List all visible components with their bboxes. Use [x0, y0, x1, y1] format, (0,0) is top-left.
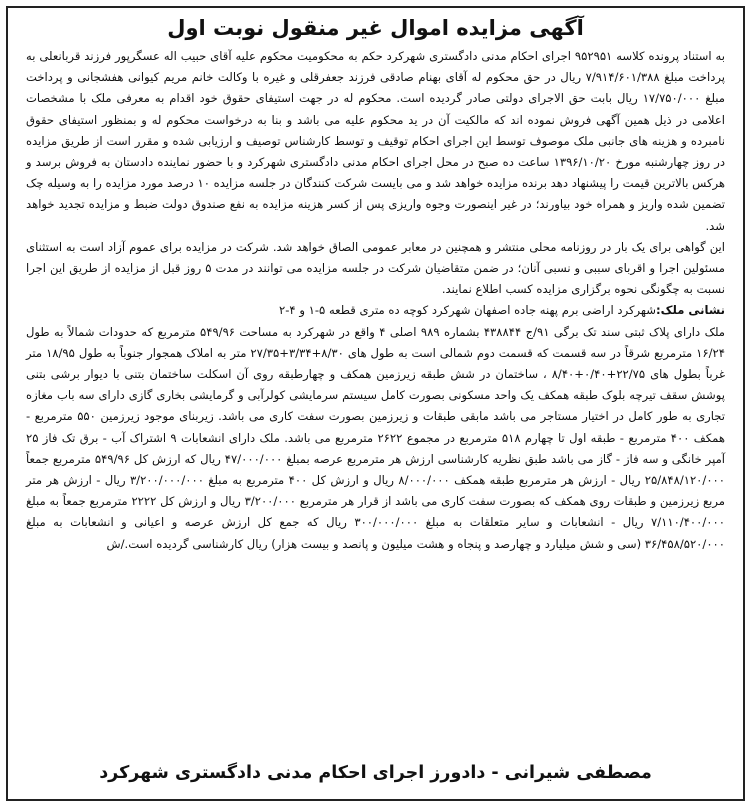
- notice-frame: [6, 6, 745, 801]
- notice-address: [26, 300, 725, 321]
- notice-paragraph-3: ملک دارای پلاک ثبتی سند تک برگی ۹۱/ج ۴۳۸۸۴۴ بشماره ۹۸۹ اصلی ۴ واقع در شهرکرد به مساحت ۵۴۹/۹۶ مترمربع که حدودات شمالاً به طول ۱۶/۲۴ مترمربع شرقاً در سه قسمت که قسمت دوم شمالی است به طول های ۸/۳۰+۳/۳۴+۲۷/۳۵ متر به املاک همجوار جنوباً به طول ۱۸/۹۵ متر غرباً بطول های ۲۲/۷۵+۰/۴۰+۸/۴۰ ، ساختمان در شش طبقه زیرزمین همکف و چهارطبقه روی آن اسکلت ساختمان بتنی با دیوار برشی بتنی پوشش سقف تیرچه بلوک طبقه همکف یک واحد مسکونی بصورت کامل سیستم سرمایشی کولرآبی و گرمایشی بخاری گازی دارای سه باب مغازه تجاری به طور کامل در اختیار مستاجر می باشد مابقی طبقات و زیرزمین بصورت سفت کاری می باشد. زیربنای موجود زیرزمین ۵۵۰ مترمربع - همکف ۴۰۰ مترمربع - طبقه اول تا چهارم ۵۱۸ مترمربع در مجموع ۲۶۲۲ مترمربع می باشد. ملک دارای انشعابات ۹ اشتراک آب - برق تک فاز ۲۵ آمپر خانگی و سه فاز - گاز می باشد طبق نظریه کارشناسی ارزش هر مترمربع عرصه بمبلغ ۴۷/۰۰۰/۰۰۰ ریال که ارزش کل ۵۴۹/۹۶ مترمربع جمعاً ۲۵/۸۴۸/۱۲۰/۰۰۰ ریال - ارزش هر مترمربع طبقه همکف ۸/۰۰۰/۰۰۰ ریال و ارزش کل ۴۰۰ مترمربع به مبلغ ۳/۲۰۰/۰۰۰/۰۰۰ ریال - ارزش هر متر مربع زیرزمین و طبقات روی همکف که بصورت سفت کاری می باشد از قرار هر مترمربع ۳/۲۰۰/۰۰۰ ریال و ارزش کل ۲۲۲۲ مترمربع جمعاً به مبلغ ۷/۱۱۰/۴۰۰/۰۰۰ ریال - انشعابات و سایر متعلقات به مبلغ ۳۰۰/۰۰۰/۰۰۰ ریال که جمع کل ارزش عرصه و اعیانی و انشعابات به مبلغ ۳۶/۴۵۸/۵۲۰/۰۰۰ (سی و شش میلیارد و چهارصد و پنجاه و هشت میلیون و پانصد و بیست هزار) ریال کارشناسی گردیده است./ش: [26, 324, 726, 551]
- notice-paragraph-2: این گواهی برای یک بار در روزنامه محلی منتشر و همچنین در معابر عمومی الصاق خواهد شد. شرکت در مزایده برای عموم آزاد است به استثنای مسئولین اجرا و اقربای سببی و نسبی آنان؛ در ضمن متقاضیان شرکت در جلسه مزایده می توانند در مدت ۵ روز قبل از مزایده از طریق این اجرا نسبت به چگونگی نحوه برگزاری مزایده کسب اطلاع نمایند.: [26, 239, 725, 297]
- address-label: نشانی ملک:: [655, 303, 725, 318]
- notice-body: [8, 46, 743, 555]
- notice-signature: مصطفی شیرانی - دادورز اجرای احکام مدنی دادگستری شهرکرد: [99, 763, 652, 783]
- notice-title: آگهی مزایده اموال غیر منقول نوبت اول: [167, 16, 584, 40]
- address-text: شهرکرد اراضی برم پهنه جاده اصفهان شهرکرد کوچه ده متری قطعه ۵-۱ و ۴-۲: [278, 303, 656, 318]
- notice-paragraph-1: به استناد پرونده کلاسه ۹۵۲۹۵۱ اجرای احکام مدنی دادگستری شهرکرد حکم به محکومیت محکوم علیه آقای حبیب اله عسگرپور فرزند قربانعلی به پرداخت مبلغ ۷/۹۱۴/۶۰۱/۳۸۸ ریال در حق محکوم له آقای بهنام صادقی فرزند جعفرقلی و غیره با وکالت خانم مریم کیوانی هفشجانی و پرداخت مبلغ ۱۷/۷۵۰/۰۰۰ ریال بابت حق الاجرای دولتی صادر گردیده است. محکوم له در جهت استیفای حقوق خود اقدام به معرفی ملک با مشخصات اعلامی در ذیل همین آگهی فروش نموده اند که مالکیت آن در ید محکوم علیه می باشد و بنا به درخواست محکوم له و بمنظور استیفای حقوق نامبرده و هزینه های جانبی ملک موصوف توسط این اجرای احکام توقیف و توسط کارشناس توصیف و ارزیابی شده و مقرر است از طریق مزایده در روز چهارشنبه مورخ ۱۳۹۶/۱۰/۲۰ ساعت ده صبح در محل اجرای احکام مدنی دادگستری شهرکرد و با حضور نماینده دادستان به فروش برسد و هرکس بالاترین قیمت را پیشنهاد دهد برنده مزایده خواهد شد و می بایست شرکت کنندگان در جلسه مزایده ۱۰ درصد مورد مزایده را به وسیله چک تضمین شده واریز و همراه خود بیاورند؛ در غیر اینصورت وجوه واریزی پس از کسر هزینه مزایده به نفع صندوق دولت ضبط و مزایده تجدید خواهد شد.: [26, 49, 725, 233]
